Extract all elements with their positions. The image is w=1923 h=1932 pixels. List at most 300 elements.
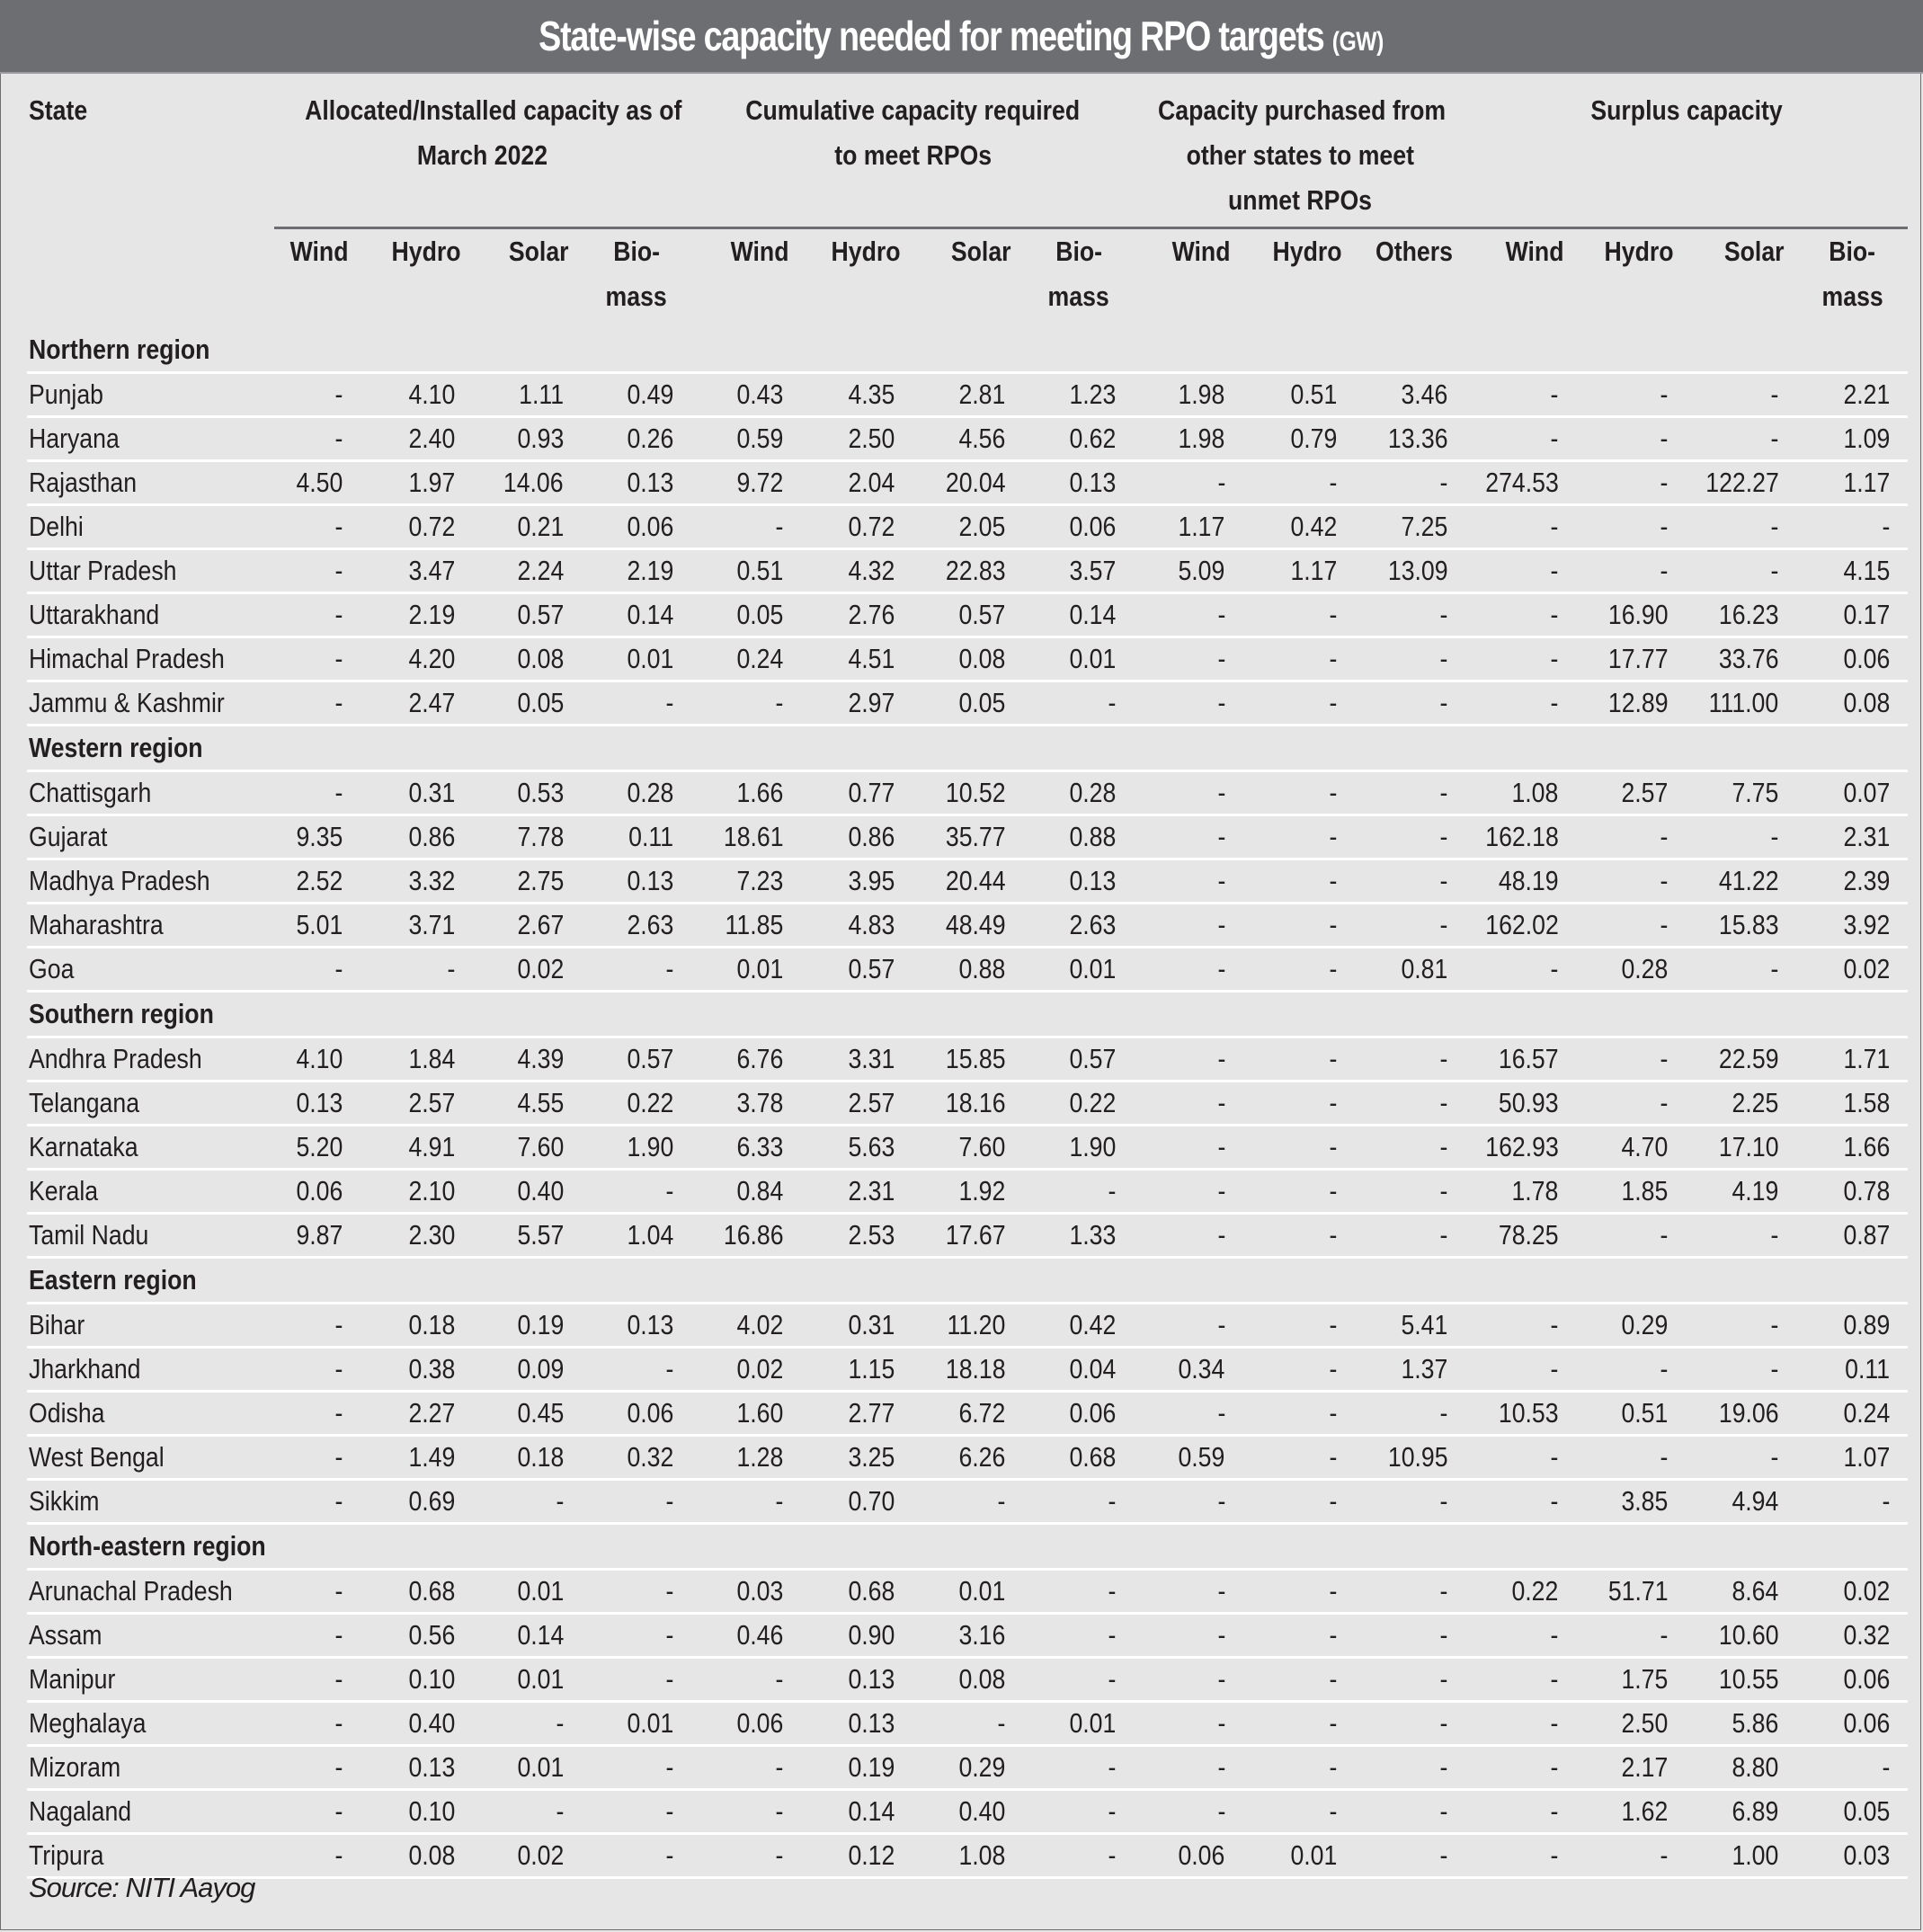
value-cell: 0.02: [474, 1834, 582, 1878]
value-cell: -: [1135, 1082, 1243, 1126]
region-header-row: [27, 726, 1908, 771]
state-name-cell: Delhi: [27, 505, 274, 549]
value-cell: 1.75: [1576, 1658, 1686, 1702]
value-cell: 48.49: [913, 904, 1023, 948]
state-name-cell: Tripura: [27, 1834, 274, 1878]
value-cell: 1.90: [582, 1126, 691, 1170]
value-cell: -: [474, 1702, 582, 1746]
table-row: [27, 1570, 1908, 1614]
value-cell: 0.45: [474, 1392, 582, 1436]
value-cell: 4.35: [801, 373, 913, 417]
value-cell: -: [274, 593, 361, 637]
value-cell: 5.41: [1355, 1304, 1465, 1348]
value-cell: 0.57: [474, 593, 582, 637]
value-cell: 0.06: [1797, 637, 1908, 681]
value-cell: -: [1465, 1658, 1576, 1702]
subheader-surplus-hydro: Hydro: [1576, 228, 1686, 329]
value-cell: -: [1243, 1392, 1355, 1436]
value-cell: 13.36: [1355, 417, 1465, 461]
value-cell: -: [1135, 1126, 1243, 1170]
value-cell: -: [1135, 1790, 1243, 1834]
value-cell: 1.00: [1687, 1834, 1797, 1878]
subheader-cumulative-required-wind: Wind: [691, 228, 801, 329]
value-cell: -: [474, 1790, 582, 1834]
value-cell: -: [1576, 549, 1686, 593]
value-cell: 2.63: [1024, 904, 1135, 948]
value-cell: -: [582, 1570, 691, 1614]
value-cell: -: [582, 1480, 691, 1524]
value-cell: 0.88: [1024, 815, 1135, 859]
value-cell: 2.76: [801, 593, 913, 637]
value-cell: 0.13: [582, 461, 691, 505]
value-cell: -: [691, 1834, 801, 1878]
value-cell: 2.67: [474, 904, 582, 948]
value-cell: 0.10: [361, 1790, 474, 1834]
value-cell: -: [274, 1790, 361, 1834]
value-cell: 0.13: [801, 1658, 913, 1702]
value-cell: 0.01: [691, 948, 801, 992]
value-cell: 0.02: [1797, 948, 1908, 992]
value-cell: 0.53: [474, 771, 582, 815]
state-name-cell: Jammu & Kashmir: [27, 681, 274, 726]
value-cell: 3.95: [801, 859, 913, 904]
value-cell: -: [582, 1348, 691, 1392]
value-cell: 0.08: [913, 637, 1023, 681]
subheader-cumulative-required-biomass: Bio- mass: [1024, 228, 1135, 329]
value-cell: 8.80: [1687, 1746, 1797, 1790]
value-cell: 0.69: [361, 1480, 474, 1524]
value-cell: -: [1576, 1614, 1686, 1658]
value-cell: 14.06: [474, 461, 582, 505]
value-cell: 2.40: [361, 417, 474, 461]
value-cell: 0.08: [361, 1834, 474, 1878]
value-cell: -: [1355, 1392, 1465, 1436]
value-cell: -: [361, 948, 474, 992]
group-header-row: [27, 88, 1908, 228]
value-cell: -: [691, 1746, 801, 1790]
value-cell: -: [1576, 815, 1686, 859]
value-cell: 0.78: [1797, 1170, 1908, 1214]
value-cell: 5.09: [1135, 549, 1243, 593]
value-cell: -: [1135, 1746, 1243, 1790]
value-cell: -: [1355, 1082, 1465, 1126]
value-cell: -: [274, 417, 361, 461]
value-cell: 0.31: [361, 771, 474, 815]
value-cell: -: [582, 1834, 691, 1878]
value-cell: 2.97: [801, 681, 913, 726]
value-cell: 4.56: [913, 417, 1023, 461]
value-cell: 0.59: [1135, 1436, 1243, 1480]
title-bar: [0, 0, 1923, 74]
value-cell: -: [1243, 1746, 1355, 1790]
value-cell: 0.72: [361, 505, 474, 549]
value-cell: -: [1135, 815, 1243, 859]
value-cell: 3.71: [361, 904, 474, 948]
value-cell: -: [1024, 1790, 1135, 1834]
value-cell: 11.20: [913, 1304, 1023, 1348]
value-cell: 2.19: [361, 593, 474, 637]
table-row: [27, 1126, 1908, 1170]
value-cell: 0.26: [582, 417, 691, 461]
state-name-cell: Jharkhand: [27, 1348, 274, 1392]
value-cell: 0.01: [474, 1570, 582, 1614]
value-cell: 4.10: [361, 373, 474, 417]
state-name-cell: Odisha: [27, 1392, 274, 1436]
value-cell: 1.15: [801, 1348, 913, 1392]
table-row: [27, 904, 1908, 948]
value-cell: 3.47: [361, 549, 474, 593]
value-cell: -: [1465, 1702, 1576, 1746]
region-label: Southern region: [27, 992, 1908, 1037]
value-cell: 1.90: [1024, 1126, 1135, 1170]
value-cell: 3.32: [361, 859, 474, 904]
value-cell: 3.57: [1024, 549, 1135, 593]
value-cell: -: [1465, 681, 1576, 726]
value-cell: -: [274, 948, 361, 992]
value-cell: 0.42: [1024, 1304, 1135, 1348]
value-cell: 0.24: [1797, 1392, 1908, 1436]
table-row: [27, 859, 1908, 904]
value-cell: 0.22: [1024, 1082, 1135, 1126]
value-cell: 16.90: [1576, 593, 1686, 637]
state-name-cell: Karnataka: [27, 1126, 274, 1170]
value-cell: 41.22: [1687, 859, 1797, 904]
value-cell: -: [582, 1170, 691, 1214]
value-cell: 1.98: [1135, 373, 1243, 417]
group-header-cumulative-required: Cumulative capacity required to meet RPOs: [745, 94, 1081, 171]
value-cell: 0.57: [582, 1037, 691, 1082]
value-cell: -: [1576, 1037, 1686, 1082]
value-cell: -: [274, 1480, 361, 1524]
value-cell: 0.87: [1797, 1214, 1908, 1258]
value-cell: 0.06: [1797, 1658, 1908, 1702]
value-cell: -: [582, 1614, 691, 1658]
value-cell: -: [1465, 373, 1576, 417]
value-cell: -: [1465, 1304, 1576, 1348]
value-cell: 4.02: [691, 1304, 801, 1348]
value-cell: -: [582, 1790, 691, 1834]
table-row: [27, 1614, 1908, 1658]
value-cell: -: [1465, 593, 1576, 637]
value-cell: -: [1243, 948, 1355, 992]
value-cell: 6.76: [691, 1037, 801, 1082]
value-cell: 0.07: [1797, 771, 1908, 815]
value-cell: 0.68: [1024, 1436, 1135, 1480]
value-cell: 1.08: [1465, 771, 1576, 815]
value-cell: 0.01: [1024, 637, 1135, 681]
value-cell: -: [1135, 1037, 1243, 1082]
value-cell: 0.32: [582, 1436, 691, 1480]
value-cell: 0.13: [801, 1702, 913, 1746]
subheader-allocated-installed-wind: Wind: [274, 228, 361, 329]
state-name-cell: Kerala: [27, 1170, 274, 1214]
value-cell: -: [1243, 1702, 1355, 1746]
value-cell: 4.83: [801, 904, 913, 948]
value-cell: -: [1355, 637, 1465, 681]
value-cell: -: [1576, 417, 1686, 461]
value-cell: -: [1243, 637, 1355, 681]
value-cell: -: [1576, 1348, 1686, 1392]
value-cell: -: [1797, 505, 1908, 549]
table-row: [27, 1436, 1908, 1480]
value-cell: -: [582, 948, 691, 992]
subheader-surplus-wind: Wind: [1465, 228, 1576, 329]
title-main: State-wise capacity needed for meeting RPO targets: [539, 13, 1325, 59]
value-cell: -: [1465, 1614, 1576, 1658]
value-cell: -: [1355, 1126, 1465, 1170]
value-cell: -: [1355, 1746, 1465, 1790]
value-cell: 0.18: [361, 1304, 474, 1348]
value-cell: 1.78: [1465, 1170, 1576, 1214]
state-subheader-blank: [27, 228, 274, 329]
value-cell: 0.86: [801, 815, 913, 859]
value-cell: -: [274, 681, 361, 726]
value-cell: -: [1576, 505, 1686, 549]
region-header-row: [27, 992, 1908, 1037]
value-cell: 7.60: [913, 1126, 1023, 1170]
value-cell: 4.51: [801, 637, 913, 681]
value-cell: -: [1024, 1746, 1135, 1790]
value-cell: 1.33: [1024, 1214, 1135, 1258]
value-cell: 16.23: [1687, 593, 1797, 637]
subheader-purchased-other-states-wind: Wind: [1135, 228, 1243, 329]
value-cell: 0.13: [1024, 859, 1135, 904]
rpo-capacity-table: [27, 88, 1908, 1879]
value-cell: 0.72: [801, 505, 913, 549]
value-cell: 2.47: [361, 681, 474, 726]
value-cell: -: [1465, 505, 1576, 549]
value-cell: 1.49: [361, 1436, 474, 1480]
region-header-row: [27, 328, 1908, 373]
table-row: [27, 948, 1908, 992]
table-row: [27, 373, 1908, 417]
value-cell: 0.56: [361, 1614, 474, 1658]
value-cell: 0.03: [1797, 1834, 1908, 1878]
value-cell: -: [582, 1658, 691, 1702]
value-cell: 0.28: [1024, 771, 1135, 815]
value-cell: -: [1576, 1214, 1686, 1258]
value-cell: -: [1687, 549, 1797, 593]
table-row: [27, 505, 1908, 549]
value-cell: 111.00: [1687, 681, 1797, 726]
value-cell: -: [274, 1834, 361, 1878]
state-name-cell: Punjab: [27, 373, 274, 417]
value-cell: 0.01: [474, 1746, 582, 1790]
value-cell: 15.85: [913, 1037, 1023, 1082]
value-cell: 9.35: [274, 815, 361, 859]
value-cell: 2.10: [361, 1170, 474, 1214]
value-cell: 22.83: [913, 549, 1023, 593]
value-cell: -: [1687, 417, 1797, 461]
value-cell: -: [1243, 1614, 1355, 1658]
value-cell: 0.02: [474, 948, 582, 992]
value-cell: 4.32: [801, 549, 913, 593]
value-cell: 0.29: [913, 1746, 1023, 1790]
value-cell: 2.53: [801, 1214, 913, 1258]
value-cell: 48.19: [1465, 859, 1576, 904]
state-name-cell: Arunachal Pradesh: [27, 1570, 274, 1614]
subheader-allocated-installed-solar: Solar: [474, 228, 582, 329]
table-row: [27, 1170, 1908, 1214]
value-cell: 0.11: [1797, 1348, 1908, 1392]
region-label: North-eastern region: [27, 1524, 1908, 1570]
value-cell: -: [1135, 1480, 1243, 1524]
value-cell: 274.53: [1465, 461, 1576, 505]
value-cell: 1.71: [1797, 1037, 1908, 1082]
value-cell: 1.04: [582, 1214, 691, 1258]
value-cell: 7.78: [474, 815, 582, 859]
value-cell: 35.77: [913, 815, 1023, 859]
state-name-cell: Tamil Nadu: [27, 1214, 274, 1258]
region-header-row: [27, 1524, 1908, 1570]
value-cell: -: [582, 1746, 691, 1790]
value-cell: -: [1243, 1436, 1355, 1480]
table-row: [27, 1082, 1908, 1126]
value-cell: 6.89: [1687, 1790, 1797, 1834]
value-cell: 0.51: [1243, 373, 1355, 417]
value-cell: 0.06: [691, 1702, 801, 1746]
value-cell: 0.11: [582, 815, 691, 859]
state-name-cell: Madhya Pradesh: [27, 859, 274, 904]
value-cell: 0.68: [801, 1570, 913, 1614]
table-row: [27, 1304, 1908, 1348]
value-cell: 0.14: [1024, 593, 1135, 637]
value-cell: -: [1243, 1214, 1355, 1258]
value-cell: -: [1355, 1570, 1465, 1614]
value-cell: 3.25: [801, 1436, 913, 1480]
value-cell: 18.16: [913, 1082, 1023, 1126]
subcolumn-header-row: [27, 228, 1908, 329]
value-cell: 1.17: [1243, 549, 1355, 593]
value-cell: 0.12: [801, 1834, 913, 1878]
value-cell: 3.16: [913, 1614, 1023, 1658]
value-cell: 0.81: [1355, 948, 1465, 992]
group-header-surplus: Surplus capacity: [1590, 94, 1783, 126]
table-row: [27, 593, 1908, 637]
value-cell: 0.06: [1135, 1834, 1243, 1878]
value-cell: 0.40: [361, 1702, 474, 1746]
value-cell: -: [1243, 593, 1355, 637]
value-cell: 18.18: [913, 1348, 1023, 1392]
value-cell: 0.90: [801, 1614, 913, 1658]
value-cell: -: [1355, 1658, 1465, 1702]
value-cell: 5.57: [474, 1214, 582, 1258]
state-name-cell: Gujarat: [27, 815, 274, 859]
value-cell: -: [1687, 505, 1797, 549]
value-cell: -: [1687, 1304, 1797, 1348]
value-cell: -: [1243, 1348, 1355, 1392]
value-cell: -: [1687, 1214, 1797, 1258]
value-cell: 5.01: [274, 904, 361, 948]
value-cell: 0.21: [474, 505, 582, 549]
value-cell: -: [1465, 948, 1576, 992]
value-cell: 0.42: [1243, 505, 1355, 549]
value-cell: 10.53: [1465, 1392, 1576, 1436]
value-cell: 0.51: [1576, 1392, 1686, 1436]
value-cell: -: [474, 1480, 582, 1524]
value-cell: -: [691, 681, 801, 726]
value-cell: 0.01: [1024, 1702, 1135, 1746]
value-cell: -: [1135, 1614, 1243, 1658]
value-cell: -: [274, 373, 361, 417]
value-cell: 7.60: [474, 1126, 582, 1170]
value-cell: 0.13: [361, 1746, 474, 1790]
value-cell: 2.25: [1687, 1082, 1797, 1126]
value-cell: -: [274, 1570, 361, 1614]
value-cell: 0.86: [361, 815, 474, 859]
value-cell: -: [1024, 1570, 1135, 1614]
value-cell: 6.72: [913, 1392, 1023, 1436]
value-cell: 2.75: [474, 859, 582, 904]
value-cell: 33.76: [1687, 637, 1797, 681]
value-cell: 0.02: [1797, 1570, 1908, 1614]
value-cell: 1.28: [691, 1436, 801, 1480]
value-cell: 2.17: [1576, 1746, 1686, 1790]
value-cell: -: [1243, 1170, 1355, 1214]
table-row: [27, 461, 1908, 505]
value-cell: 0.13: [1024, 461, 1135, 505]
value-cell: 1.17: [1135, 505, 1243, 549]
value-cell: 162.02: [1465, 904, 1576, 948]
subheader-allocated-installed-biomass: Bio- mass: [582, 228, 691, 329]
value-cell: 0.38: [361, 1348, 474, 1392]
value-cell: -: [1465, 417, 1576, 461]
value-cell: -: [1135, 1392, 1243, 1436]
value-cell: -: [1135, 1170, 1243, 1214]
table-row: [27, 1348, 1908, 1392]
value-cell: -: [1355, 1480, 1465, 1524]
value-cell: 0.01: [582, 1702, 691, 1746]
value-cell: -: [1243, 771, 1355, 815]
value-cell: 0.29: [1576, 1304, 1686, 1348]
value-cell: 0.88: [913, 948, 1023, 992]
value-cell: 2.04: [801, 461, 913, 505]
value-cell: -: [691, 1790, 801, 1834]
value-cell: 2.21: [1797, 373, 1908, 417]
value-cell: -: [1465, 637, 1576, 681]
state-name-cell: Andhra Pradesh: [27, 1037, 274, 1082]
value-cell: 4.50: [274, 461, 361, 505]
value-cell: 162.93: [1465, 1126, 1576, 1170]
table-row: [27, 417, 1908, 461]
value-cell: 0.18: [474, 1436, 582, 1480]
value-cell: -: [1355, 593, 1465, 637]
table-row: [27, 681, 1908, 726]
region-label: Western region: [27, 726, 1908, 771]
value-cell: 1.62: [1576, 1790, 1686, 1834]
state-name-cell: West Bengal: [27, 1436, 274, 1480]
value-cell: 10.52: [913, 771, 1023, 815]
value-cell: 0.01: [582, 637, 691, 681]
value-cell: -: [1135, 771, 1243, 815]
value-cell: -: [1355, 1037, 1465, 1082]
value-cell: 6.33: [691, 1126, 801, 1170]
table-row: [27, 637, 1908, 681]
value-cell: 10.55: [1687, 1658, 1797, 1702]
state-name-cell: Uttar Pradesh: [27, 549, 274, 593]
state-column-header: State: [29, 94, 88, 126]
value-cell: 2.81: [913, 373, 1023, 417]
value-cell: 2.57: [801, 1082, 913, 1126]
table-row: [27, 1702, 1908, 1746]
table-row: [27, 1790, 1908, 1834]
value-cell: 0.31: [801, 1304, 913, 1348]
value-cell: 1.17: [1797, 461, 1908, 505]
value-cell: 4.15: [1797, 549, 1908, 593]
value-cell: -: [1687, 1348, 1797, 1392]
state-name-cell: Chattisgarh: [27, 771, 274, 815]
value-cell: 0.01: [913, 1570, 1023, 1614]
